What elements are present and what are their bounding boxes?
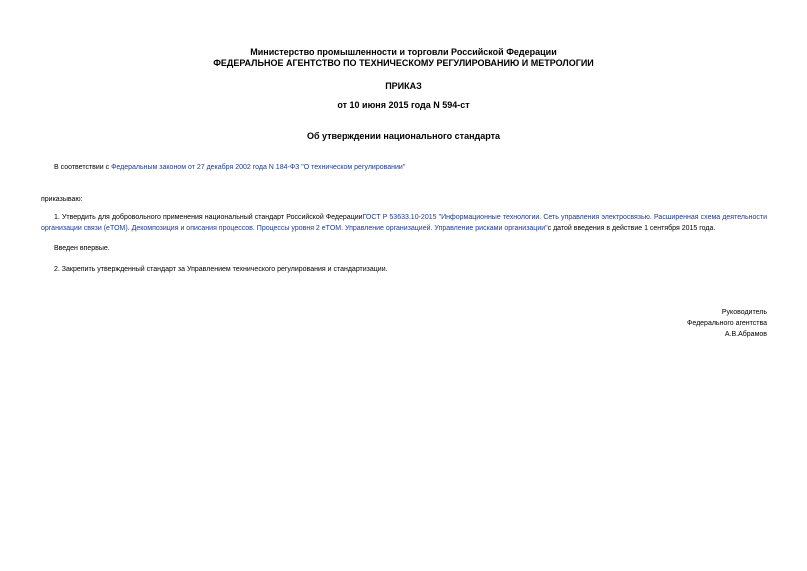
ministry-name: Министерство промышленности и торговли Российской Федерации xyxy=(250,47,557,57)
signature-title: Руководитель xyxy=(721,309,767,316)
basis-prefix: В соответствии с xyxy=(54,164,112,171)
first-introduced-note: Введен впервые. xyxy=(54,245,110,252)
agency-name: ФЕДЕРАЛЬНОЕ АГЕНТСТВО ПО ТЕХНИЧЕСКОМУ РЕГУЛИРОВАНИЮ И МЕТРОЛОГИИ xyxy=(213,58,594,68)
document-subject: Об утверждении национального стандарта xyxy=(306,131,501,141)
signature-organization: Федерального агентства xyxy=(687,320,767,327)
standard-link[interactable]: ГОСТ Р 53633.10-2015 "Информационные технологии. Сеть управления электросвязью. Расширенная схема деятельности организации связи (eTOM). Декомпозиция и описания процессов. Процессы уровня 2 eTOM. Управление организацией. Управление рисками организации" xyxy=(41,214,767,232)
item-1-prefix: 1. Утвердить для добровольного применения национальный стандарт Российской Федерации xyxy=(54,214,363,221)
item-1-suffix: с датой введения в действие 1 сентября 2015 года. xyxy=(547,225,716,232)
item-2-paragraph: 2. Закрепить утвержденный стандарт за Управлением технического регулирования и стандартизации. xyxy=(54,266,388,273)
document-date-number: от 10 июня 2015 года N 594-ст xyxy=(337,100,470,110)
orders-paragraph: приказываю: xyxy=(41,196,83,203)
item-1-paragraph xyxy=(41,212,767,234)
basis-paragraph xyxy=(54,162,405,173)
signature-name: А.В.Абрамов xyxy=(724,331,767,338)
federal-law-link[interactable]: Федеральным законом от 27 декабря 2002 года N 184-ФЗ "О техническом регулировании" xyxy=(111,164,406,171)
document-type: ПРИКАЗ xyxy=(385,81,422,91)
